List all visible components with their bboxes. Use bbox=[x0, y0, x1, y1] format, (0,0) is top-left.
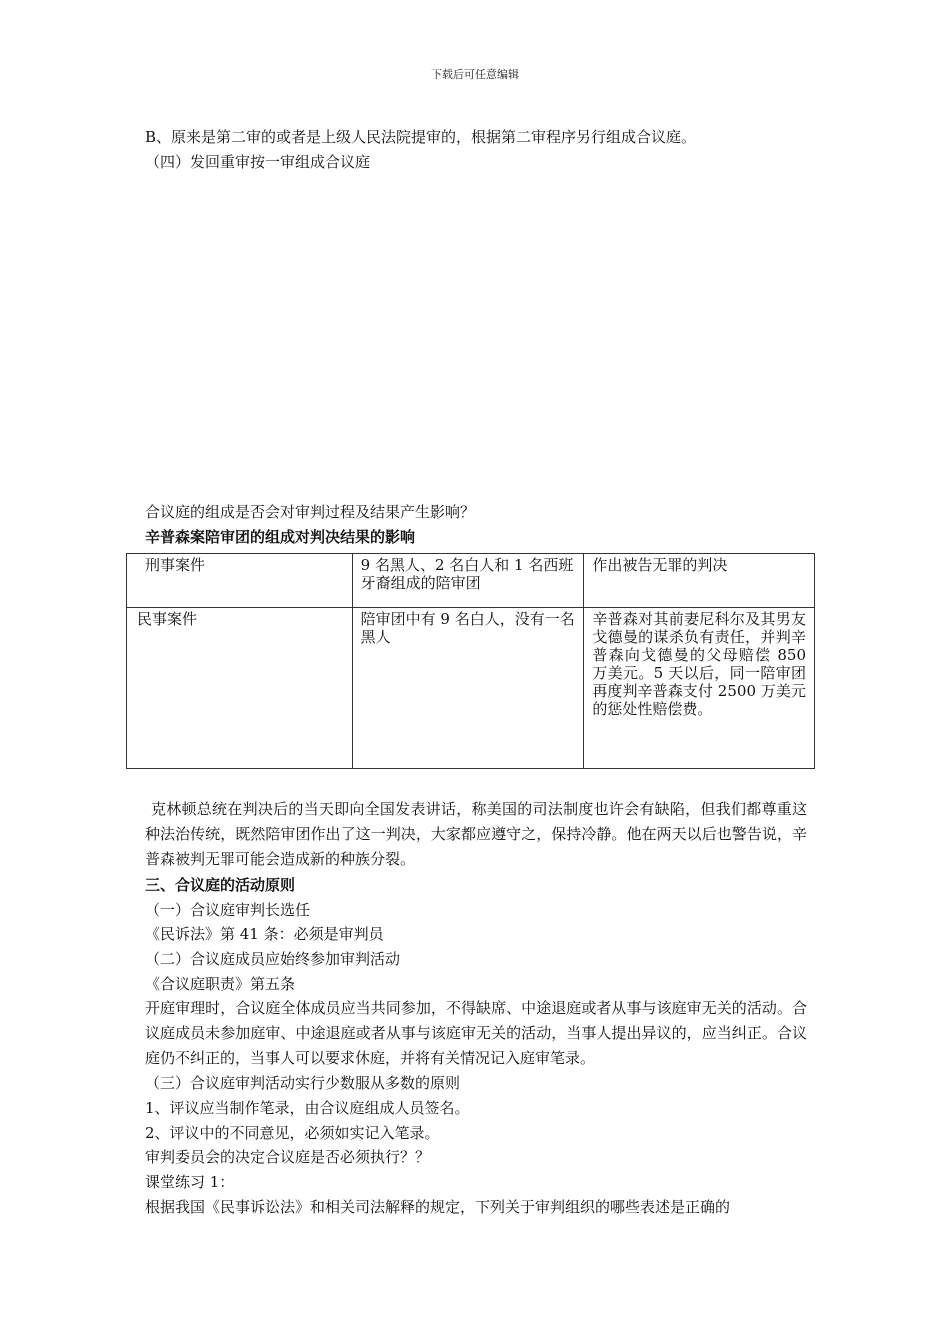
point-3: （二）合议庭成员应始终参加审判活动 bbox=[145, 950, 401, 968]
point-6: （三）合议庭审判活动实行少数服从多数的原则 bbox=[145, 1074, 461, 1092]
point-4: 《合议庭职责》第五条 bbox=[145, 975, 296, 993]
section-heading-3: 三、合议庭的活动原则 bbox=[145, 876, 296, 894]
question-line: 合议庭的组成是否会对审判过程及结果产生影响？ bbox=[145, 503, 476, 521]
paragraph-line-b: B、原来是第二审的或者是上级人民法院提审的，根据第二审程序另行组成合议庭。 bbox=[145, 128, 697, 146]
table-row bbox=[127, 554, 815, 608]
table-cell-result: 辛普森对其前妻尼科尔及其男友戈德曼的谋杀负有责任，并判辛普森向戈德曼的父母赔偿 850 万美元。5 天以后，同一陪审团再度判辛普森支付 2500 万美元的惩处性赔偿费。 bbox=[584, 608, 815, 769]
clinton-paragraph: 克林顿总统在判决后的当天即向全国发表讲话，称美国的司法制度也许会有缺陷，但我们都尊重这种法治传统，既然陪审团作出了这一判决，大家都应遵守之，保持冷静。他在两天以后也警告说，辛普森被判无罪可能会造成新的种族分裂。 bbox=[145, 800, 807, 868]
table-title: 辛普森案陪审团的组成对判决结果的影响 bbox=[145, 528, 416, 546]
point-1: （一）合议庭审判长选任 bbox=[145, 901, 311, 919]
table-cell-jury: 9 名黑人、2 名白人和 1 名西班牙裔组成的陪审团 bbox=[352, 554, 584, 608]
exercise-label: 课堂练习 1： bbox=[145, 1173, 235, 1191]
point-7: 1、评议应当制作笔录，由合议庭组成人员签名。 bbox=[145, 1099, 470, 1117]
exercise-question: 根据我国《民事诉讼法》和相关司法解释的规定，下列关于审判组织的哪些表述是正确的 bbox=[145, 1198, 731, 1216]
point-2: 《民诉法》第 41 条：必须是审判员 bbox=[145, 925, 384, 943]
point-8: 2、评议中的不同意见，必须如实记入笔录。 bbox=[145, 1124, 440, 1142]
jury-table bbox=[126, 553, 815, 769]
table-cell-type: 民事案件 bbox=[127, 608, 353, 769]
page-header-note: 下载后可任意编辑 bbox=[431, 68, 519, 81]
rule-paragraph: 开庭审理时，合议庭全体成员应当共同参加，不得缺席、中途退庭或者从事与该庭审无关的活动。合议庭成员未参加庭审、中途退庭或者从事与该庭审无关的活动，当事人提出异议的，应当纠正。合议庭仍不纠正的，当事人可以要求休庭，并将有关情况记入庭审笔录。 bbox=[145, 999, 807, 1067]
table-cell-jury: 陪审团中有 9 名白人，没有一名黑人 bbox=[352, 608, 584, 769]
point-9: 审判委员会的决定合议庭是否必须执行？？ bbox=[145, 1148, 431, 1166]
table-cell-type: 刑事案件 bbox=[127, 554, 353, 608]
table-cell-result: 作出被告无罪的判决 bbox=[584, 554, 815, 608]
paragraph-line-retrial: （四）发回重审按一审组成合议庭 bbox=[145, 153, 371, 171]
table-row bbox=[127, 608, 815, 769]
